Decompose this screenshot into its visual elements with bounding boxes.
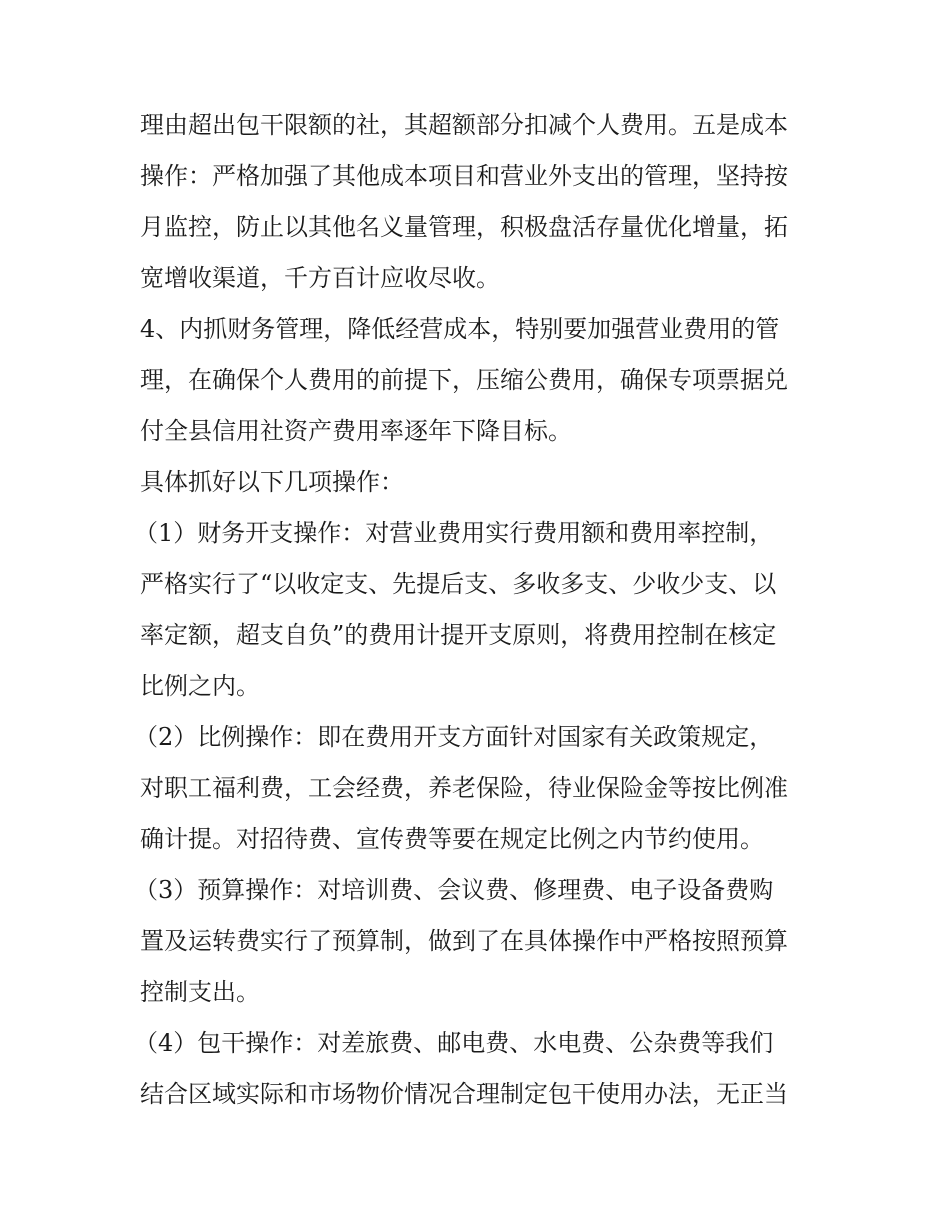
text-line: 置及运转费实行了预算制，做到了在具体操作中严格按照预算 <box>140 927 788 955</box>
text-line: 操作：严格加强了其他成本项目和营业外支出的管理，坚持按 <box>140 162 788 190</box>
text-line: 控制支出。 <box>140 978 260 1006</box>
document-body <box>134 100 840 1120</box>
text-line: 严格实行了“以收定支、先提后支、多收多支、少收少支、以 <box>140 570 777 598</box>
text-line: 理由超出包干限额的社，其超额部分扣减个人费用。五是成本 <box>140 111 788 139</box>
text-line: 具体抓好以下几项操作： <box>140 468 404 496</box>
text-line: 比例之内。 <box>140 672 260 700</box>
text-line: 宽增收渠道，千方百计应收尽收。 <box>140 264 500 292</box>
text-line: 确计提。对招待费、宣传费等要在规定比例之内节约使用。 <box>140 825 764 853</box>
text-line: 4、内抓财务管理，降低经营成本，特别要加强营业费用的管 <box>140 315 780 343</box>
text-line: 付全县信用社资产费用率逐年下降目标。 <box>140 417 572 445</box>
list-item-line: （1）财务开支操作：对营业费用实行费用额和费用率控制， <box>134 519 774 547</box>
text-line: 率定额，超支自负”的费用计提开支原则，将费用控制在核定 <box>140 621 777 649</box>
text-line: 结合区域实际和市场物价情况合理制定包干使用办法，无正当 <box>140 1080 788 1108</box>
text-line: 理，在确保个人费用的前提下，压缩公费用，确保专项票据兑 <box>140 366 788 394</box>
list-item-line: （3）预算操作：对培训费、会议费、修理费、电子设备费购 <box>134 876 774 904</box>
list-item-line: （2）比例操作：即在费用开支方面针对国家有关政策规定， <box>134 723 774 751</box>
list-item-line: （4）包干操作：对差旅费、邮电费、水电费、公杂费等我们 <box>134 1029 774 1057</box>
text-line: 月监控，防止以其他名义量管理，积极盘活存量优化增量，拓 <box>140 213 788 241</box>
text-line: 对职工福利费，工会经费，养老保险，待业保险金等按比例准 <box>140 774 788 802</box>
